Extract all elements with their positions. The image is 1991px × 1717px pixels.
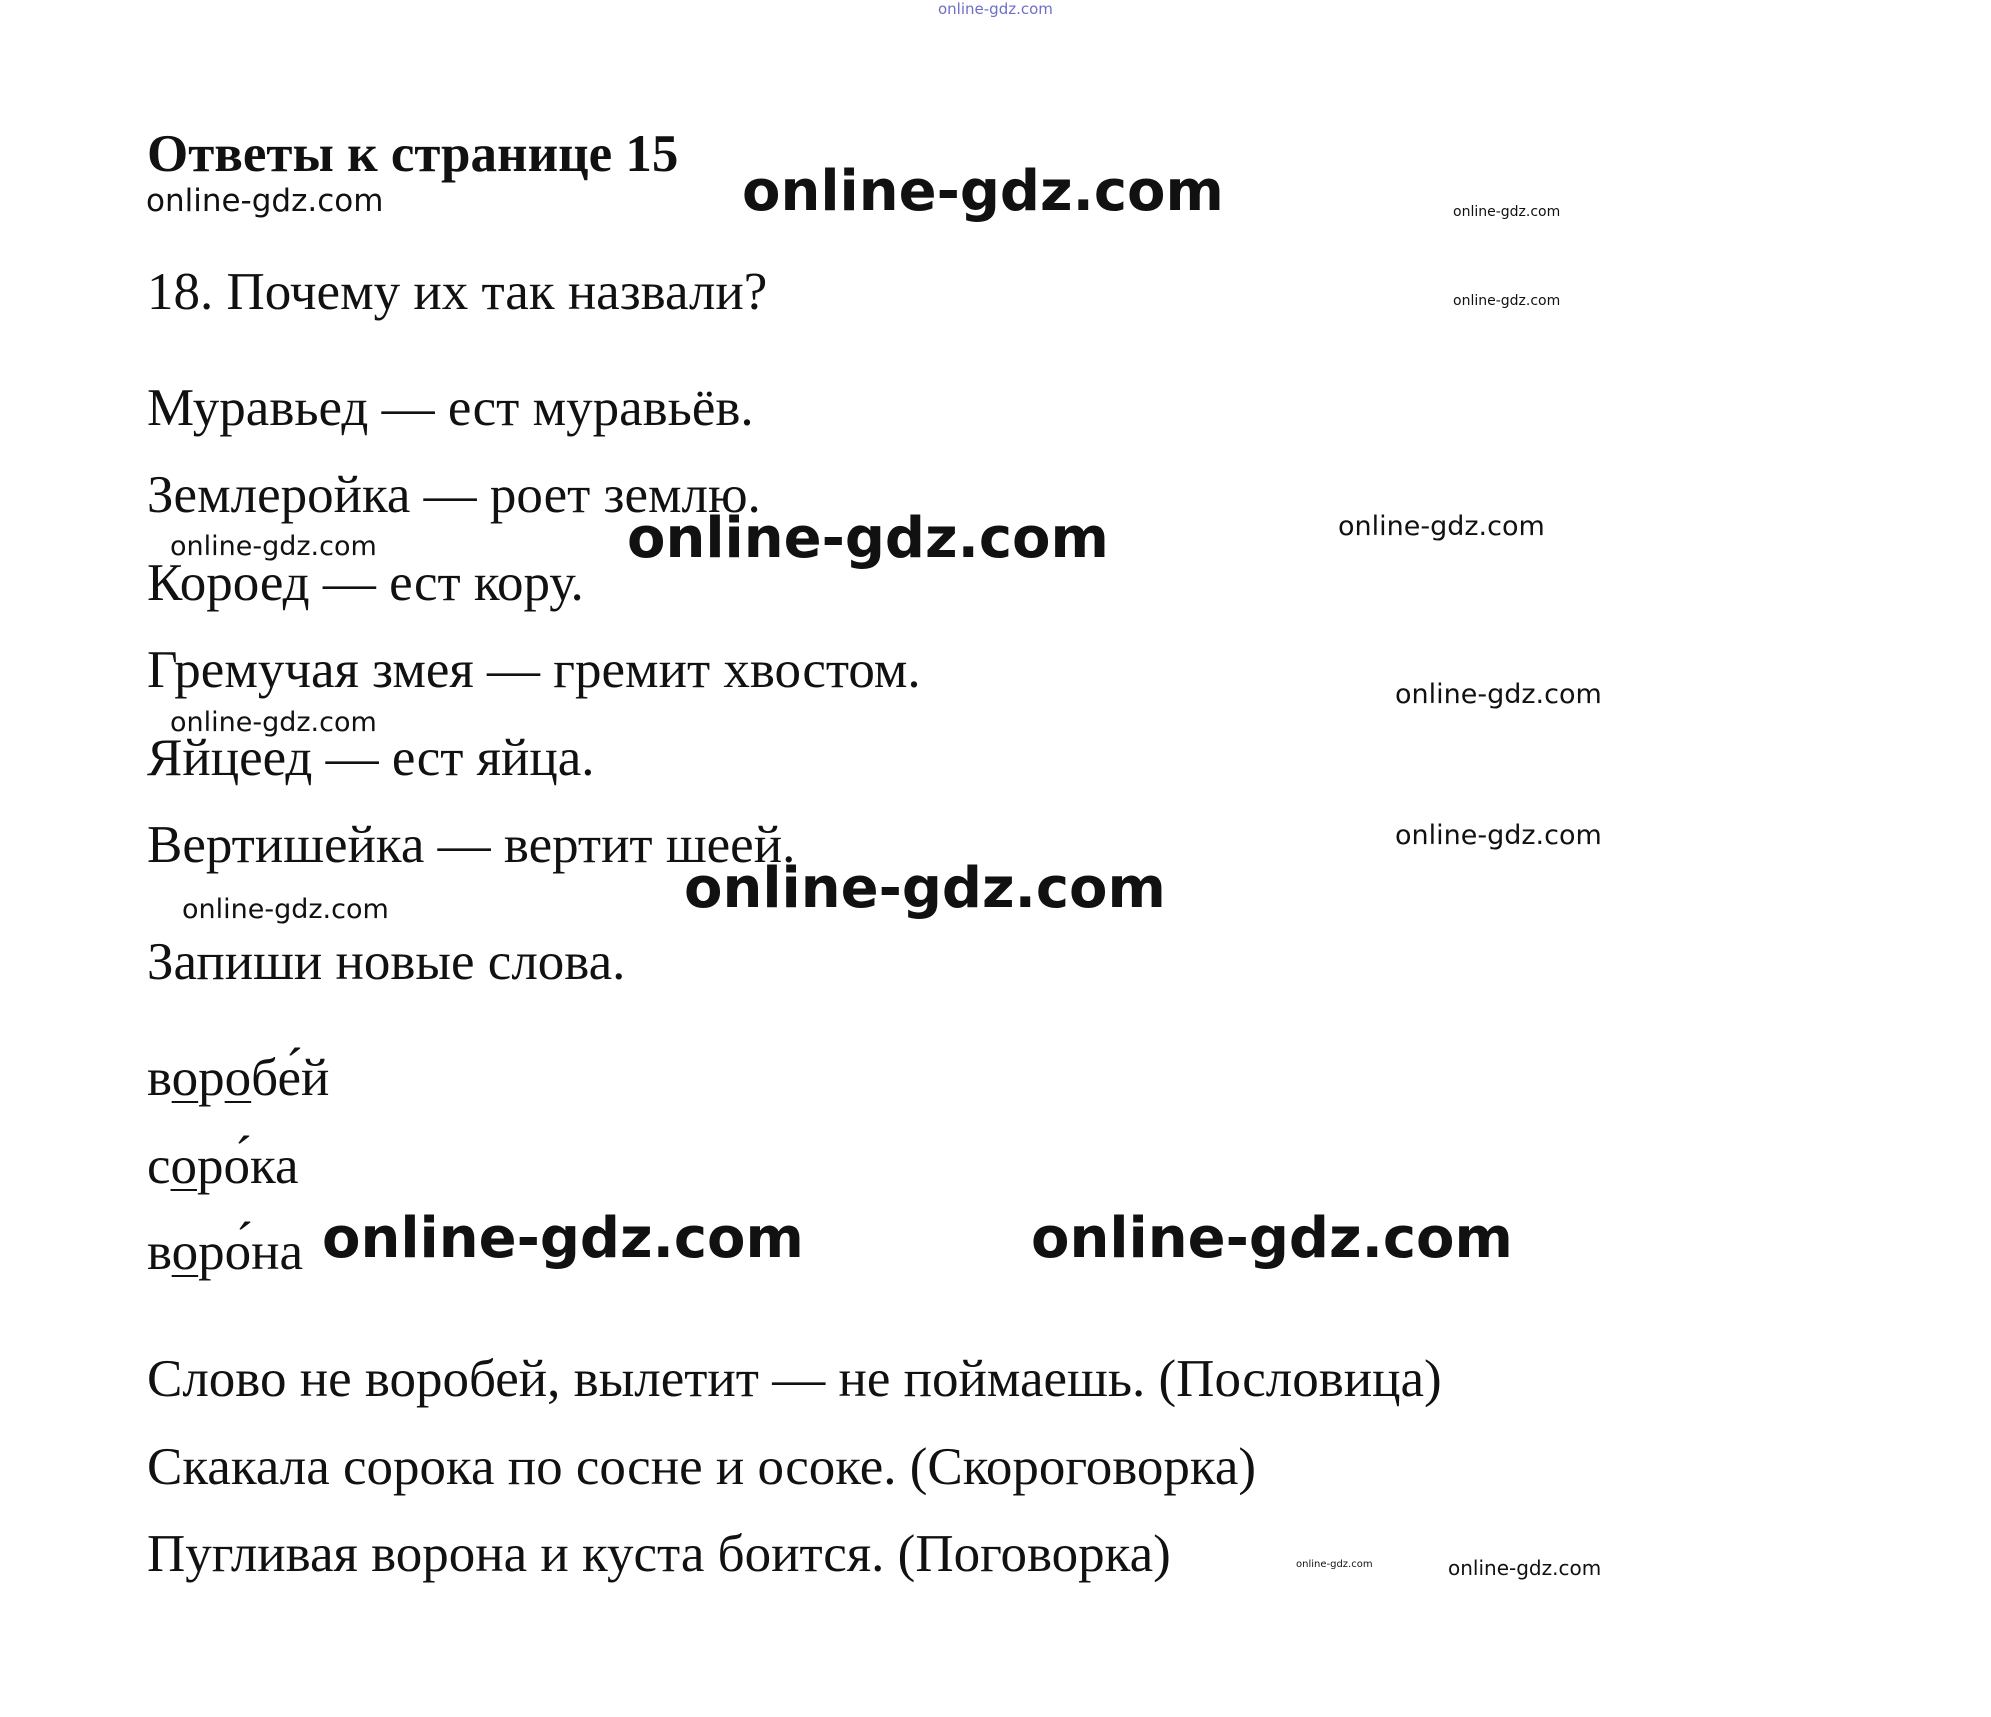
watermark: online-gdz.com xyxy=(742,159,1224,224)
word-part: в xyxy=(147,1049,172,1107)
watermark: online-gdz.com xyxy=(1453,293,1561,309)
page-title: Ответы к странице 15 xyxy=(147,125,679,183)
watermark: online-gdz.com xyxy=(170,531,377,562)
watermark: online-gdz.com xyxy=(146,183,384,219)
saying-line: Скакала сорока по сосне и осоке. (Скороговорка) xyxy=(147,1438,1257,1496)
watermark: online-gdz.com xyxy=(1296,1559,1373,1570)
watermark: online-gdz.com xyxy=(182,894,389,925)
answer-line: Вертишейка — вертит шеей. xyxy=(147,816,796,874)
vocabulary-word xyxy=(147,1049,330,1107)
underlined-vowel: о xyxy=(224,1049,252,1107)
task-heading: 18. Почему их так назвали? xyxy=(147,263,768,321)
answer-line: Землеройка — роет землю. xyxy=(147,466,761,524)
saying-line: Пугливая ворона и куста боится. (Поговорка) xyxy=(147,1525,1171,1583)
watermark: online-gdz.com xyxy=(684,856,1166,921)
watermark: online-gdz.com xyxy=(1448,1556,1602,1580)
saying-line: Слово не воробей, вылетит — не поймаешь. (Пословица) xyxy=(147,1350,1442,1408)
instruction: Запиши новые слова. xyxy=(147,933,626,991)
underlined-vowel: о xyxy=(170,1137,198,1195)
watermark-top: online-gdz.com xyxy=(938,0,1053,18)
watermark: online-gdz.com xyxy=(1453,204,1561,220)
answer-line: Муравьед — ест муравьёв. xyxy=(147,379,754,437)
word-part: бе́й xyxy=(251,1049,330,1107)
watermark: online-gdz.com xyxy=(1395,820,1602,851)
watermark: online-gdz.com xyxy=(170,707,377,738)
underlined-vowel: о xyxy=(171,1049,199,1107)
answer-line: Яйцеед — ест яйца. xyxy=(147,729,595,787)
answer-line: Гремучая змея — гремит хвостом. xyxy=(147,641,921,699)
word-part: р xyxy=(198,1049,225,1107)
vocabulary-word xyxy=(147,1223,304,1281)
watermark: online-gdz.com xyxy=(627,506,1109,571)
answer-line: Короед — ест кору. xyxy=(147,554,584,612)
watermark: online-gdz.com xyxy=(322,1206,804,1271)
word-part: ро́на xyxy=(198,1223,304,1281)
underlined-vowel: о xyxy=(171,1223,199,1281)
watermark: online-gdz.com xyxy=(1031,1206,1513,1271)
watermark: online-gdz.com xyxy=(1395,679,1602,710)
vocabulary-word xyxy=(147,1137,299,1195)
word-part: в xyxy=(147,1223,172,1281)
word-part: ро́ка xyxy=(197,1137,299,1195)
word-part: с xyxy=(147,1137,171,1195)
watermark: online-gdz.com xyxy=(1338,511,1545,542)
